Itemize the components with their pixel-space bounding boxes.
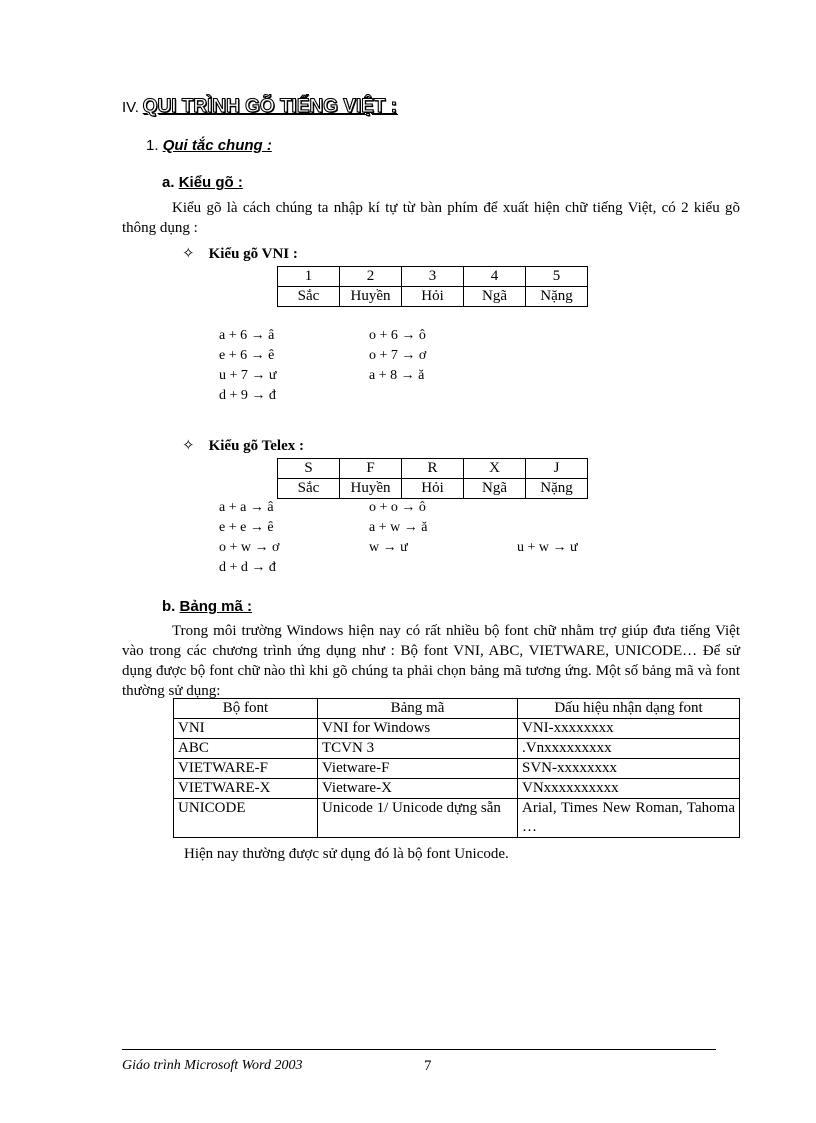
table-cell: VIETWARE-X: [174, 779, 318, 799]
diamond-star-icon: ✧: [182, 246, 195, 262]
telex-rule: o + o → ô: [369, 500, 426, 515]
table-row: [174, 779, 740, 799]
section-title: QUI TRÌNH GÕ TIẾNG VIỆT :: [142, 96, 398, 117]
table-cell: Vietware-X: [318, 779, 518, 799]
telex-tone: Nặng: [526, 479, 588, 499]
part-a-heading: [162, 174, 243, 191]
table-row: [174, 719, 740, 739]
telex-key: J: [526, 459, 588, 479]
part-b-heading: [162, 598, 252, 615]
table-cell: VIETWARE-F: [174, 759, 318, 779]
vni-key: 1: [278, 267, 340, 287]
telex-keys-row: [278, 459, 588, 479]
part-b-label: b.: [162, 598, 176, 615]
vni-key: 4: [464, 267, 526, 287]
vni-tone: Nặng: [526, 287, 588, 307]
vni-rule: d + 9 → đ: [219, 388, 276, 403]
table-cell: VNI: [174, 719, 318, 739]
telex-rule: a + a → â: [219, 500, 274, 515]
telex-key: X: [464, 459, 526, 479]
vni-rule: o + 6 → ô: [369, 328, 426, 343]
part-a-text: Kiểu gõ là cách chúng ta nhập kí tự từ bàn phím để xuất hiện chữ tiếng Việt, có 2 kiểu gõ thông dụng :: [122, 200, 740, 236]
vni-rule: a + 6 → â: [219, 328, 275, 343]
vni-keys-row: [278, 267, 588, 287]
part-b-paragraph: [122, 621, 740, 701]
section-heading: [122, 96, 397, 118]
part-b-note: Hiện nay thường được sử dụng đó là bộ font Unicode.: [184, 846, 509, 862]
telex-title: Kiểu gõ Telex :: [208, 438, 304, 454]
section-number: IV.: [122, 99, 139, 116]
telex-tone: Sắc: [278, 479, 340, 499]
subsection-heading: [146, 137, 272, 154]
part-a-title: Kiểu gõ :: [178, 174, 243, 191]
diamond-star-icon: ✧: [182, 438, 195, 454]
vni-rule: e + 6 → ê: [219, 348, 275, 363]
vni-key: 3: [402, 267, 464, 287]
subsection-number: 1.: [146, 137, 159, 154]
vni-key: 5: [526, 267, 588, 287]
vni-key: 2: [340, 267, 402, 287]
encoding-table: [173, 698, 740, 838]
telex-key: F: [340, 459, 402, 479]
table-cell: VNI for Windows: [318, 719, 518, 739]
vni-tone: Huyền: [340, 287, 402, 307]
vni-bullet: [182, 244, 298, 263]
telex-key: R: [402, 459, 464, 479]
vni-tone: Hỏi: [402, 287, 464, 307]
table-cell: TCVN 3: [318, 739, 518, 759]
part-a-label: a.: [162, 174, 175, 191]
column-header: Bộ font: [174, 699, 318, 719]
footer-title: Giáo trình Microsoft Word 2003: [122, 1058, 303, 1073]
vni-tone: Sắc: [278, 287, 340, 307]
telex-key: S: [278, 459, 340, 479]
page-number: 7: [424, 1058, 432, 1074]
vni-rule: a + 8 → ă: [369, 368, 425, 383]
table-cell: ABC: [174, 739, 318, 759]
footer-divider: [122, 1049, 716, 1050]
table-row: [174, 799, 740, 838]
column-header: Bảng mã: [318, 699, 518, 719]
vni-key-table: [277, 266, 588, 307]
table-cell: .Vnxxxxxxxxx: [518, 739, 740, 759]
telex-rule: u + w → ư: [517, 540, 578, 555]
telex-rule: a + w → ă: [369, 520, 428, 535]
encoding-header-row: [174, 699, 740, 719]
telex-rule: d + d → đ: [219, 560, 276, 575]
part-b-text: Trong môi trường Windows hiện nay có rất nhiều bộ font chữ nhằm trợ giúp đưa tiếng Việt vào trong các chương trình ứng dụng như : Bộ font VNI, ABC, VIETWARE, UNICODE… Để sử dụng được bộ font chữ nào thì khi gõ chúng ta phải chọn bảng mã tương ứng. Một số bảng mã và font thường sử dụng:: [122, 623, 740, 699]
table-cell: Arial, Times New Roman, Tahoma …: [518, 799, 740, 838]
table-row: [174, 739, 740, 759]
telex-tone: Ngã: [464, 479, 526, 499]
telex-tones-row: [278, 479, 588, 499]
telex-rule: e + e → ê: [219, 520, 274, 535]
column-header: Dấu hiệu nhận dạng font: [518, 699, 740, 719]
table-cell: UNICODE: [174, 799, 318, 838]
part-b-title: Bảng mã :: [179, 598, 253, 615]
telex-rule: w → ư: [369, 540, 408, 555]
telex-tone: Hỏi: [402, 479, 464, 499]
table-cell: VNI-xxxxxxxx: [518, 719, 740, 739]
telex-tone: Huyền: [340, 479, 402, 499]
table-row: [174, 759, 740, 779]
table-cell: SVN-xxxxxxxx: [518, 759, 740, 779]
telex-key-table: [277, 458, 588, 499]
telex-bullet: [182, 436, 304, 455]
vni-rule: o + 7 → ơ: [369, 348, 427, 363]
telex-rule: o + w → ơ: [219, 540, 280, 555]
vni-tone: Ngã: [464, 287, 526, 307]
vni-rule: u + 7 → ư: [219, 368, 277, 383]
table-cell: Unicode 1/ Unicode dựng sẵn: [318, 799, 518, 838]
table-cell: Vietware-F: [318, 759, 518, 779]
subsection-title: Qui tắc chung :: [162, 137, 272, 154]
vni-title: Kiểu gõ VNI :: [208, 246, 298, 262]
table-cell: VNxxxxxxxxxx: [518, 779, 740, 799]
part-a-paragraph: [122, 198, 740, 238]
vni-tones-row: [278, 287, 588, 307]
